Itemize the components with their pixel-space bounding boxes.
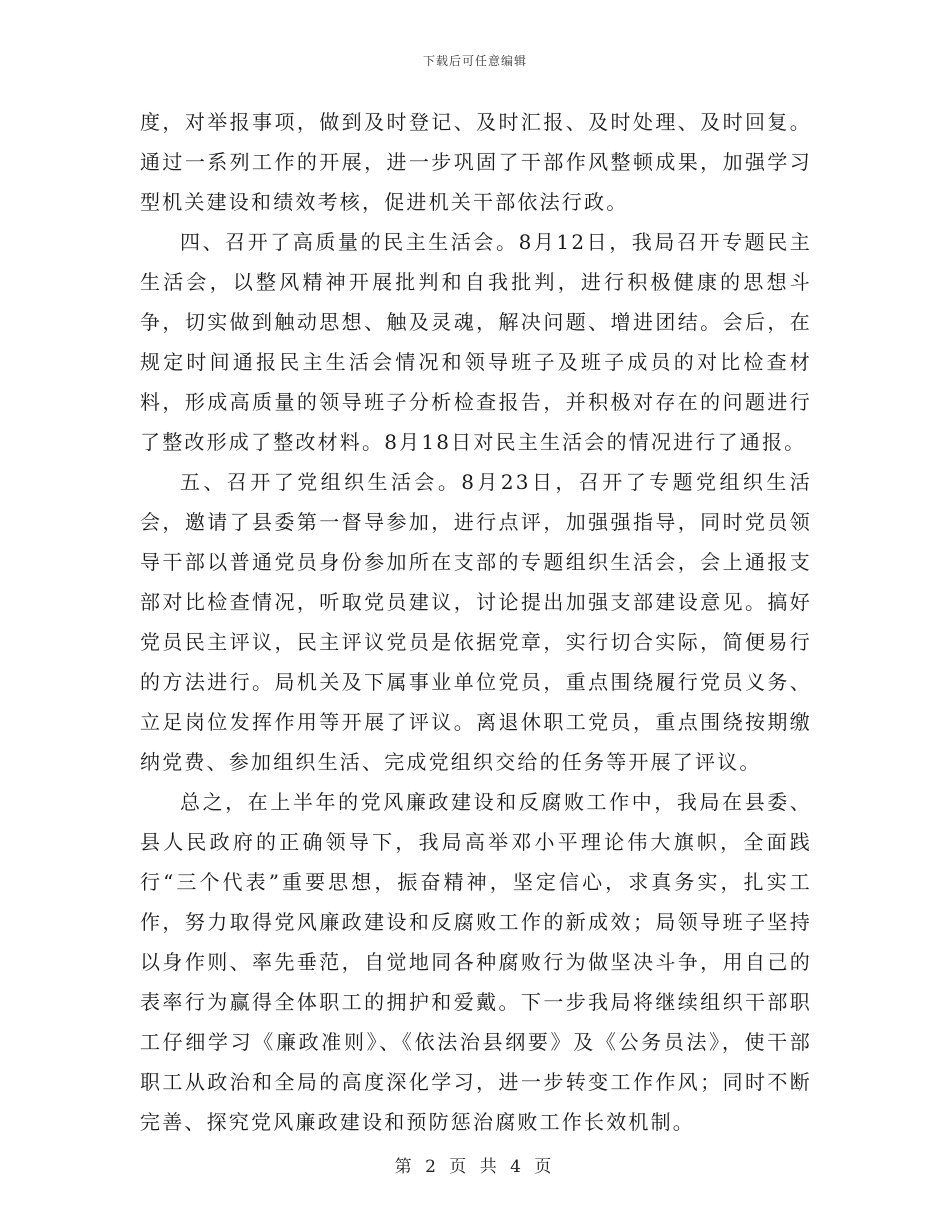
paragraph-democratic-life-meeting: 四、召开了高质量的民主生活会。8月12日，我局召开专题民主生活会，以整风精神开展批判和自我批判，进行积极健康的思想斗争，切实做到触动思想、触及灵魂，解决问题、增进团结。会后，在规定时间通报民主生活会情况和领导班子及班子成员的对比检查材料，形成高质量的领导班子分析检查报告，并积极对存在的问题进行了整改形成了整改材料。8月18日对民主生活会的情况进行了通报。: [140, 230, 812, 454]
document-body: [140, 102, 812, 1142]
page-footer: 第 2 页 共 4 页: [394, 1157, 556, 1177]
paragraph-party-organization-meeting: 五、召开了党组织生活会。8月23日，召开了专题党组织生活会，邀请了县委第一督导参加，进行点评，加强强指导，同时党员领导干部以普通党员身份参加所在支部的专题组织生活会，会上通报支部对比检查情况，听取党员建议，讨论提出加强支部建设意见。搞好党员民主评议，民主评议党员是依据党章，实行切合实际，简便易行的方法进行。局机关及下属事业单位党员，重点围绕履行党员义务、立足岗位发挥作用等开展了评议。离退休职工党员，重点围绕按期缴纳党费、参加组织生活、完成党组织交给的任务等开展了评议。: [140, 470, 812, 774]
paragraph-continued: 度，对举报事项，做到及时登记、及时汇报、及时处理、及时回复。通过一系列工作的开展，进一步巩固了干部作风整顿成果，加强学习型机关建设和绩效考核，促进机关干部依法行政。: [140, 110, 812, 214]
paragraph-summary: 总之，在上半年的党风廉政建设和反腐败工作中，我局在县委、县人民政府的正确领导下，我局高举邓小平理论伟大旗帜，全面践行“三个代表”重要思想，振奋精神，坚定信心，求真务实，扎实工作，努力取得党风廉政建设和反腐败工作的新成效；局领导班子坚持以身作则、率先垂范，自觉地同各种腐败行为做坚决斗争，用自己的表率行为赢得全体职工的拥护和爱戴。下一步我局将继续组织干部职工仔细学习《廉政准则》、《依法治县纲要》及《公务员法》，使干部职工从政治和全局的高度深化学习，进一步转变工作作风；同时不断完善、探究党风廉政建设和预防惩治腐败工作长效机制。: [140, 790, 812, 1134]
page-header: 下载后可任意编辑: [422, 54, 527, 68]
